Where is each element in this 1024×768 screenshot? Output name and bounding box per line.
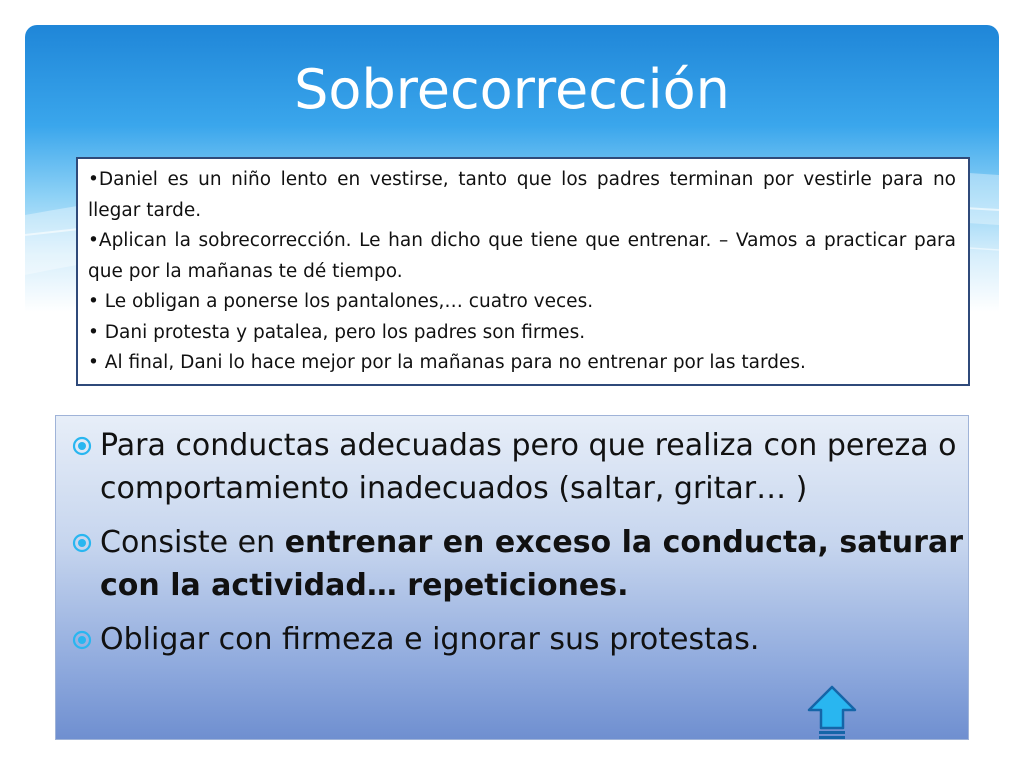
main-bullet-text: Obligar con firmeza e ignorar sus protestas. [100, 622, 760, 657]
main-bullet-text: Consiste en [100, 525, 285, 560]
main-bullet-bold-text: entrenar en exceso la conducta, saturar con la actividad… repeticiones. [100, 525, 963, 603]
main-bullet-item [72, 618, 980, 661]
example-line: •Aplican la sobrecorrección. Le han dicho que tiene que entrenar. – Vamos a practicar para que por la mañanas te dé tiempo. [88, 230, 956, 282]
circled-dot-icon [72, 436, 92, 456]
main-bullet-text: Para conductas adecuadas pero que realiza con pereza o comportamiento inadecuados (saltar, gritar… ) [100, 428, 957, 506]
main-bullet-item [72, 521, 980, 607]
home-up-arrow-icon[interactable] [806, 684, 858, 740]
slide-title: Sobrecorrección [294, 58, 730, 121]
example-line: • Dani protesta y patalea, pero los padres son firmes. [88, 321, 586, 343]
circled-dot-icon [72, 630, 92, 650]
example-line: • Le obligan a ponerse los pantalones,… cuatro veces. [88, 291, 594, 312]
example-line: • Al final, Dani lo hace mejor por la mañanas para no entrenar por las tardes. [88, 352, 806, 373]
example-text-box [76, 157, 970, 386]
example-line: •Daniel es un niño lento en vestirse, tanto que los padres terminan por vestirle para no llegar tarde. [88, 169, 956, 221]
main-bullet-item [72, 424, 980, 510]
circled-dot-icon [72, 533, 92, 553]
